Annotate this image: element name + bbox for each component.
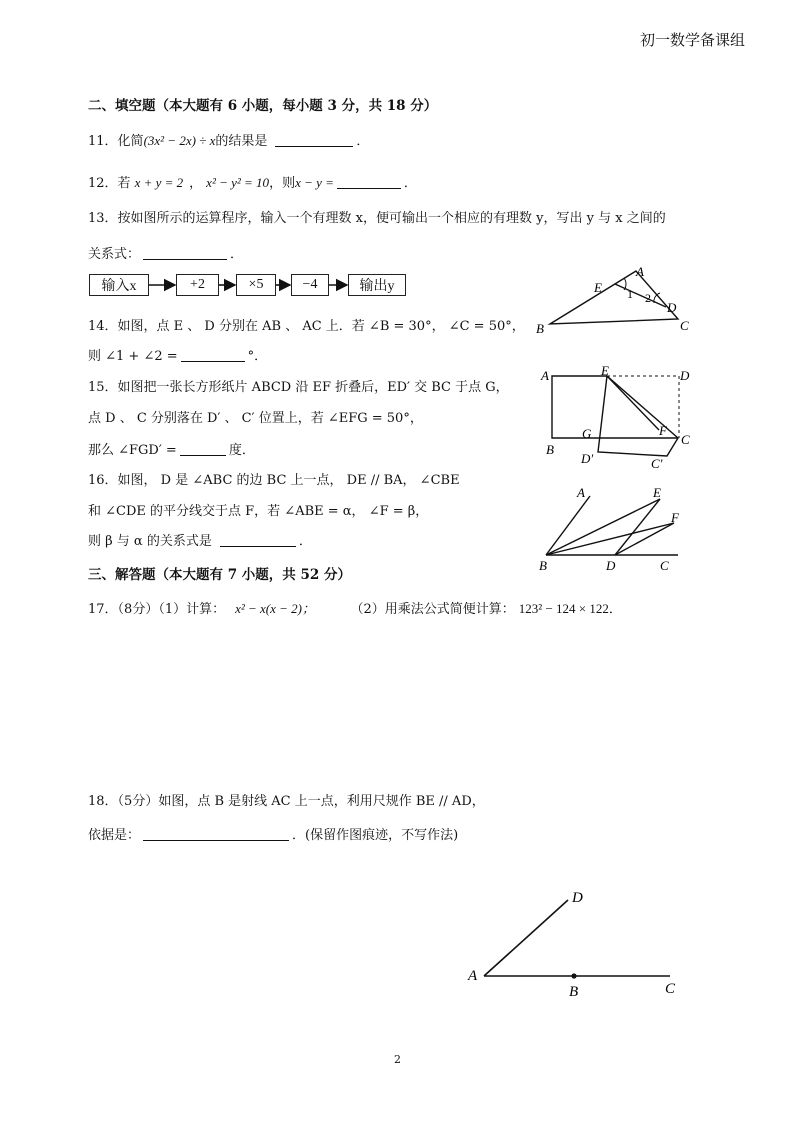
label-c: C (681, 432, 690, 447)
q13-number: 13． (88, 211, 118, 226)
label-d-prime: D′ (581, 451, 594, 466)
question-14-line-1 (88, 315, 525, 334)
q12-number: 12． (88, 176, 118, 191)
segment-df (615, 523, 674, 555)
ray-ad (484, 900, 568, 976)
q16-answer-blank[interactable] (220, 534, 296, 547)
question-16-line-1 (88, 469, 460, 488)
q15-number: 15． (88, 380, 118, 395)
q18-number: 18． (88, 794, 118, 809)
fold-line-ef (607, 376, 659, 430)
q12-ask: x − y = (295, 175, 334, 190)
q12-condition-2: x² − y² = 10 (206, 175, 270, 190)
q15-fold-figure (535, 362, 705, 474)
segment-de (615, 499, 660, 555)
label-c: C (680, 318, 689, 333)
q12-pre: 若 (117, 176, 131, 191)
q16-text-1: 如图， D 是 ∠ABC 的边 BC 上一点， DE // BA， ∠CBE (117, 473, 460, 488)
header-group-name: 初一数学备课组 (640, 31, 746, 49)
q17-number: 17． (88, 602, 118, 617)
page-number: 2 (394, 1053, 401, 1066)
q13-text-1: 按如图所示的运算程序，输入一个有理数 x，便可输出一个相应的有理数 y，写出 y 与 x 之间的 (117, 211, 666, 226)
label-c: C (665, 981, 676, 997)
q12-condition-1: x + y = 2 (134, 175, 184, 190)
flow-box-subtract: −4 (291, 274, 329, 296)
label-g: G (582, 426, 592, 441)
label-a: A (468, 968, 478, 984)
section-3-title: 三、解答题（本大题有 7 小题，共 52 分） (88, 567, 351, 583)
q16-number: 16． (88, 473, 118, 488)
label-f: F (671, 510, 679, 525)
q12-mid: ，则 (269, 176, 296, 191)
label-b: B (546, 442, 554, 457)
q15-text-3: 那么 ∠FGD′ = (88, 443, 177, 458)
q17-expression-2: 123² − 124 × 122． (518, 601, 622, 616)
q16-text-3-post: ． (298, 534, 312, 549)
label-f: F (659, 423, 667, 438)
q15-text-3-post: 度． (228, 443, 255, 458)
triangle-abc (550, 271, 678, 324)
q16-text-3: 则 β 与 α 的关系式是 (88, 534, 212, 549)
question-14-line-2 (88, 345, 267, 364)
question-16-line-3 (88, 530, 312, 549)
q14-answer-blank[interactable] (181, 349, 245, 362)
q18-text-2-post: ．(保留作图痕迹，不写作法) (292, 828, 459, 843)
label-c: C (660, 558, 669, 573)
q13-text-2: 关系式： (88, 247, 141, 262)
q15-text-2: 点 D 、 C 分别落在 D′ 、 C′ 位置上，若 ∠EFG = 50°， (88, 411, 423, 426)
q14-text-1: 如图，点 E 、 D 分别在 AB 、 AC 上．若 ∠B = 30°， ∠C = 50°， (117, 319, 525, 334)
question-13-line-2: 关系式： ． (88, 247, 244, 262)
question-15-line-2 (88, 407, 423, 426)
label-d: D (572, 890, 583, 906)
label-e: E (594, 280, 602, 295)
label-d: D (667, 300, 677, 315)
question-11: 11．化简(3x² − 2x) ÷ x的结果是 ． (88, 133, 370, 149)
q11-number: 11． (88, 134, 118, 149)
q11-post: 的结果是 (215, 134, 268, 149)
label-e: E (653, 485, 661, 500)
q14-text-2-post: °． (247, 349, 268, 364)
label-a: A (541, 368, 549, 383)
q17-part-2: （2）用乘法公式简便计算： (357, 602, 515, 617)
q17-head: （8分）（1）计算： (117, 602, 226, 617)
label-b: B (536, 321, 544, 336)
label-e: E (601, 363, 609, 378)
flow-box-multiply: ×5 (236, 274, 276, 296)
q14-triangle-figure (530, 262, 700, 338)
q16-text-2: 和 ∠CDE 的平分线交于点 F，若 ∠ABE = α， ∠F = β， (88, 504, 429, 519)
question-16-line-2 (88, 500, 428, 519)
q15-answer-blank[interactable] (180, 443, 226, 456)
q14-number: 14． (88, 319, 118, 334)
point-b (571, 973, 576, 978)
label-a: A (577, 485, 585, 500)
q18-text-2: 依据是： (88, 828, 141, 843)
question-15-line-3 (88, 439, 255, 458)
q16-bisector-figure (530, 480, 690, 576)
q11-pre: 化简 (117, 134, 144, 149)
label-1: 1 (627, 287, 633, 301)
label-b: B (569, 984, 579, 1000)
question-17 (88, 598, 622, 617)
label-c-prime: C′ (651, 456, 663, 471)
segment-bf (546, 523, 674, 555)
segment-be (546, 499, 660, 555)
folded-flap (598, 376, 678, 456)
q11-expression: (3x² − 2x) ÷ x (143, 133, 216, 148)
label-2: 2 (645, 291, 651, 305)
label-b: B (539, 558, 547, 573)
q18-text-1: （5分）如图，点 B 是射线 AC 上一点，利用尺规作 BE // AD， (117, 794, 485, 809)
label-d: D (680, 368, 690, 383)
q18-answer-blank[interactable] (143, 828, 289, 841)
question-15-line-1 (88, 376, 509, 395)
q18-ray-figure (460, 880, 700, 1000)
flow-box-input: 输入x (89, 274, 149, 296)
question-12: 12．若 x + y = 2 ， x² − y² = 10，则x − y = ． (88, 175, 417, 191)
q15-text-1: 如图把一张长方形纸片 ABCD 沿 EF 折叠后，ED′ 交 BC 于点 G， (117, 380, 509, 395)
label-a: A (636, 264, 644, 279)
question-18-line-2 (88, 824, 458, 843)
question-18-line-1 (88, 790, 485, 809)
section-2-title: 二、填空题（本大题有 6 小题，每小题 3 分，共 18 分） (88, 98, 438, 114)
flow-box-output: 输出y (348, 274, 406, 296)
q17-expression-1: x² − x(x − 2)； (235, 601, 316, 616)
label-d: D (606, 558, 616, 573)
flow-box-add: +2 (176, 274, 219, 296)
q14-text-2: 则 ∠1 + ∠2 = (88, 349, 178, 364)
